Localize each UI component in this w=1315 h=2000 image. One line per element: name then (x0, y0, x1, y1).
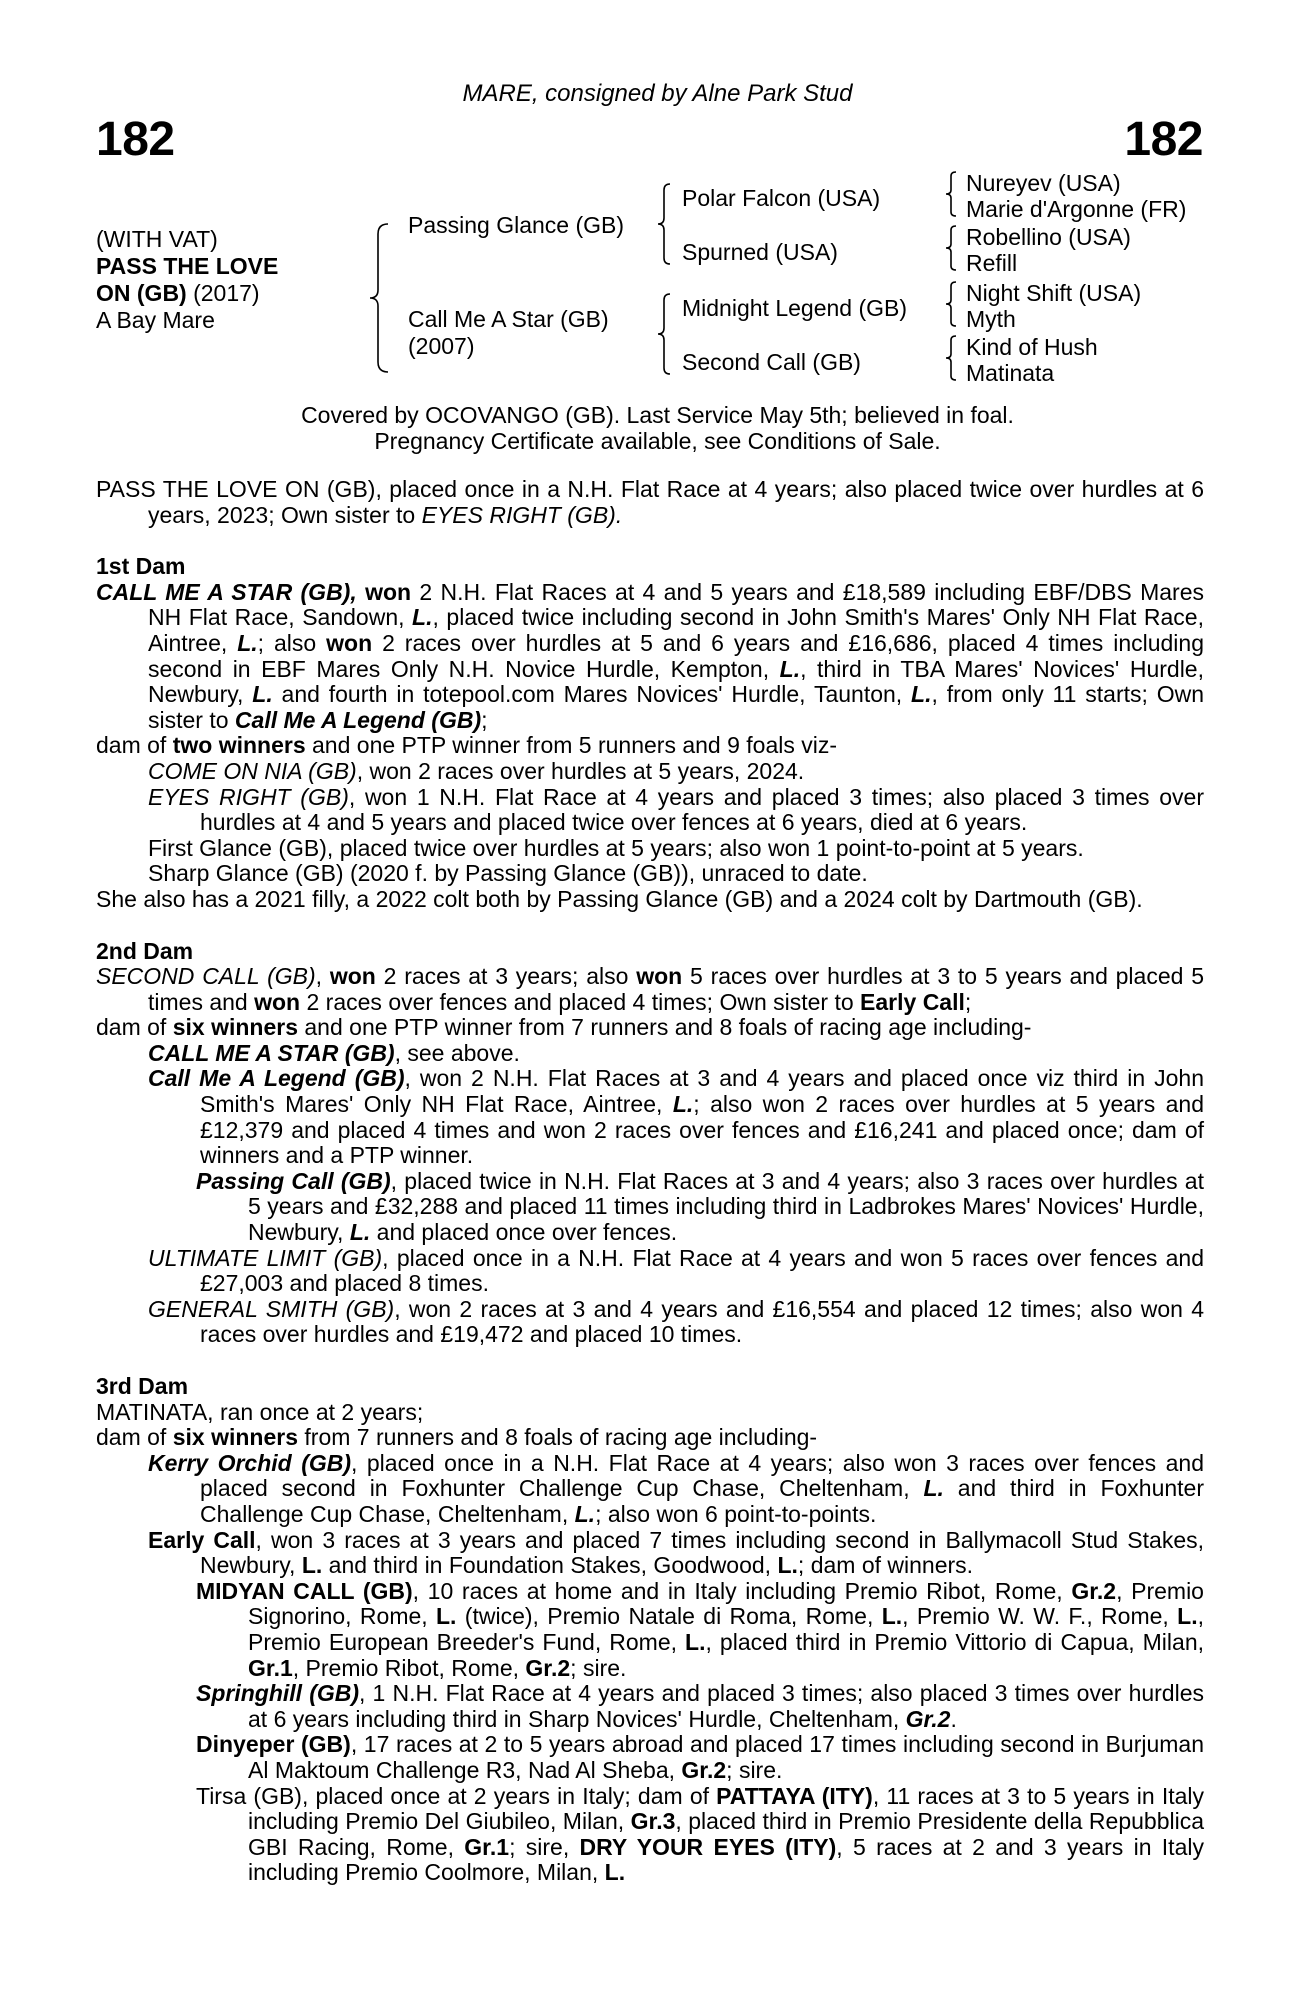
text-run: ; also won 6 point-to-points. (595, 1500, 877, 1527)
won-label: won (326, 629, 373, 656)
text-run: ; also won 2 races over hurdles at 5 years and £12,379 and placed 4 times and won 2 races over fences and £16,241 and placed once; dam of winners and a PTP winner. (200, 1091, 1204, 1169)
first-dam-name: CALL ME A STAR (GB) (96, 578, 351, 605)
listed-label: L. (252, 681, 273, 708)
text-run: dam of (96, 732, 173, 759)
text-run: , placed third in Premio Presidente della Repubblica GBI Racing, Rome, (248, 1808, 1204, 1860)
group-label: Gr.2 (1071, 1577, 1117, 1604)
text-run: , Premio Ribot, Rome, (292, 1654, 526, 1681)
produce-name: MIDYAN CALL (GB) (196, 1577, 413, 1604)
group-label: Gr.1 (464, 1833, 510, 1860)
text-run: and third in Foxhunter Challenge Cup Chase, Cheltenham, (200, 1475, 1204, 1527)
text-run: , 10 races at home and in Italy including Premio Ribot, Rome, (412, 1577, 1072, 1604)
text-run: and fourth in totepool.com Mares Novices' Hurdle, Taunton, (272, 681, 912, 708)
text-run: , Premio W. W. F., Rome, (902, 1603, 1178, 1630)
pedigree-g3: Robellino (USA) (966, 224, 1131, 250)
produce-item (96, 1579, 1204, 1681)
horse-name: PASS THE LOVE (96, 253, 279, 279)
listed-label: L. (604, 1859, 626, 1886)
text-run: , won 2 N.H. Flat Races at 3 and 4 years and placed once viz third in John Smith's Mares' Only NH Flat Race, Aintree, (200, 1065, 1204, 1118)
text-run: , placed twice in N.H. Flat Races at 3 and 4 years; also 3 races over hurdles at 5 years and £32,288 and placed 11 times including third in Ladbrokes Mares' Novices' Hurdle, Newbury, (248, 1167, 1204, 1246)
pedigree-dam-dam: Second Call (GB) (682, 349, 861, 375)
first-dam-heading: 1st Dam (96, 553, 186, 580)
produce-name: EYES RIGHT (GB) (148, 783, 349, 810)
lot-number-right: 182 (1124, 113, 1203, 166)
won-label: won (254, 988, 301, 1015)
pedigree-g2: Marie d'Argonne (FR) (966, 196, 1187, 222)
produce-name: Early Call (148, 1526, 256, 1553)
listed-label: L. (412, 604, 433, 631)
text-run: , 11 races at 3 to 5 years in Italy including Premio Del Giubileo, Milan, (248, 1782, 1204, 1835)
group-label: Gr.2 (525, 1654, 571, 1681)
text-run: , see above. (394, 1039, 520, 1066)
text-run: ; sire, (509, 1833, 580, 1860)
sister-name: Early Call (860, 988, 965, 1015)
produce-name: GENERAL SMITH (GB) (148, 1295, 395, 1322)
text-run: dam of (96, 1014, 173, 1041)
horse-description: A Bay Mare (96, 307, 215, 333)
text-run: 2 races over hurdles at 5 and 6 years and £16,686, placed 4 times including second in EBF Mares Only N.H. Novice Hurdle, Kempton, (148, 629, 1204, 682)
listed-label: L. (672, 1091, 694, 1118)
text-run: , won 3 races at 3 years and placed 7 times including second in Ballymacoll Stud Stakes, Newbury, (200, 1526, 1204, 1579)
lot-number-left: 182 (96, 113, 175, 166)
pedigree-sire: Passing Glance (GB) (408, 212, 625, 238)
second-dam-produce-intro (96, 1015, 1204, 1041)
text-run: , Premio European Breeder's Fund, Rome, (248, 1603, 1204, 1655)
produce-name: Springhill (GB) (196, 1680, 360, 1707)
listed-label: L. (779, 655, 801, 682)
text-run: ; sire. (726, 1756, 783, 1783)
produce-item (96, 1169, 1204, 1246)
third-dam-heading: 3rd Dam (96, 1373, 189, 1399)
winners-count: six winners (172, 1014, 298, 1041)
sister-name: Call Me A Legend (GB) (234, 706, 482, 733)
produce-item (96, 785, 1204, 836)
text-run: , Premio Signorino, Rome, (248, 1577, 1204, 1630)
produce-name: Passing Call (GB) (196, 1167, 391, 1194)
text-run: , third in TBA Mares' Novices' Hurdle, Newbury, (148, 655, 1204, 708)
listed-label: L. (777, 1552, 798, 1579)
produce-item (96, 1246, 1204, 1297)
winners-count: six winners (172, 1424, 298, 1451)
listed-label: L. (301, 1552, 323, 1579)
text-run: and one PTP winner from 7 runners and 8 foals of racing age including- (298, 1014, 1032, 1041)
listed-label: L. (923, 1475, 944, 1502)
horse-name-suffix: ON (GB) (96, 280, 187, 306)
pedigree-brace-g3 (944, 280, 958, 328)
pedigree-g8: Matinata (966, 360, 1055, 386)
pedigree-dam-year: (2007) (408, 333, 475, 359)
text-run: ; dam of winners. (797, 1552, 974, 1579)
produce-item (96, 1528, 1204, 1579)
text-run: (twice), Premio Natale di Roma, Rome, (456, 1603, 882, 1630)
produce-name: Call Me A Legend (GB) (148, 1065, 405, 1092)
text-run: , won 2 races at 3 and 4 years and £16,554 and placed 12 times; also won 4 races over hurdles and £19,472 and placed 10 times. (200, 1295, 1204, 1348)
third-dam-line: MATINATA, ran once at 2 years; (96, 1398, 424, 1425)
second-dam-name: SECOND CALL (GB) (96, 963, 316, 990)
pedigree-g6: Myth (966, 306, 1016, 332)
text-run: , (315, 963, 330, 990)
text-run: , placed once in a N.H. Flat Race at 4 years and won 5 races over fences and £27,003 and placed 8 times. (200, 1244, 1204, 1297)
second-dam-paragraph (96, 964, 1204, 1015)
pedigree-dam: Call Me A Star (GB) (408, 306, 609, 332)
group-label: Gr.1 (248, 1654, 293, 1681)
third-dam-produce-intro (96, 1425, 1204, 1451)
group-label: Gr.3 (630, 1808, 676, 1835)
text-run: ; (964, 988, 972, 1015)
pedigree-g1: Nureyev (USA) (966, 170, 1121, 196)
first-dam-comma: , (350, 578, 357, 605)
horse-name-line2 (96, 280, 278, 307)
produce-name: PATTAYA (ITY) (716, 1782, 873, 1809)
produce-name: COME ON NIA (GB) (148, 757, 357, 784)
produce-item (96, 1681, 1204, 1732)
pedigree-brace-dam (656, 292, 672, 376)
covered-line-2: Pregnancy Certificate available, see Conditions of Sale. (374, 428, 941, 454)
group-label: Gr.2 (905, 1705, 951, 1732)
text-run: , placed twice including second in John Smith's Mares' Only NH Flat Race, Aintree, (148, 604, 1204, 656)
text-run: , placed third in Premio Vittorio di Capua, Milan, (705, 1628, 1205, 1655)
produce-item (96, 1784, 1204, 1886)
text-run: and one PTP winner from 5 runners and 9 foals viz- (305, 732, 838, 759)
text-run: , 5 races at 2 and 3 years in Italy including Premio Coolmore, Milan, (248, 1833, 1204, 1886)
text-run: , 1 N.H. Flat Race at 4 years and placed 3 times; also placed 3 times over hurdles at 6 years including third in Sharp Novices' Hurdle, Cheltenham, (248, 1680, 1204, 1732)
produce-item: First Glance (GB), placed twice over hurdles at 5 years; also won 1 point-to-point at 5 years. (148, 834, 1084, 861)
listed-label: L. (237, 629, 258, 656)
won-label: won (329, 963, 376, 990)
pedigree-g5: Night Shift (USA) (966, 280, 1142, 306)
vat-note: (WITH VAT) (96, 226, 218, 252)
text-run: 2 N.H. Flat Races at 4 and 5 years and £18,589 including EBF/DBS Mares NH Flat Race, Sandown, (148, 578, 1204, 631)
produce-item (96, 1297, 1204, 1348)
won-label: won (636, 963, 683, 990)
pedigree-sire-sire: Polar Falcon (USA) (682, 185, 881, 211)
won-label: won (365, 578, 412, 605)
group-label: Gr.2 (681, 1756, 727, 1783)
listed-label: L. (685, 1628, 706, 1655)
second-dam-heading: 2nd Dam (96, 937, 194, 964)
produce-item (96, 1732, 1204, 1783)
pedigree-brace-sire (656, 182, 672, 266)
first-dam-produce-intro (96, 733, 1204, 759)
covered-line-1: Covered by OCOVANGO (GB). Last Service May 5th; believed in foal. (301, 402, 1014, 428)
produce-name: DRY YOUR EYES (ITY) (579, 1833, 837, 1860)
horse-year: (2017) (193, 280, 260, 306)
first-dam-paragraph (96, 580, 1204, 734)
text-run: 2 races at 3 years; also (375, 963, 637, 990)
pedigree-sire-dam: Spurned (USA) (682, 239, 838, 265)
text-run: ; (481, 706, 488, 733)
produce-item (96, 1451, 1204, 1528)
produce-item (96, 1066, 1204, 1168)
text-run: , from only 11 starts; Own sister to (148, 681, 1204, 733)
text-run: , placed once in a N.H. Flat Race at 4 years; also won 3 races over fences and placed second in Foxhunter Challenge Cup Chase, Cheltenham, (200, 1449, 1204, 1502)
listed-label: L. (911, 681, 932, 708)
produce-name: Kerry Orchid (GB) (148, 1449, 352, 1476)
pedigree-brace-g1 (944, 170, 958, 218)
first-dam-also: She also has a 2021 filly, a 2022 colt both by Passing Glance (GB) and a 2024 colt by Dartmouth (GB). (96, 885, 1143, 912)
page-body (96, 477, 1204, 1886)
text-run: . (950, 1705, 957, 1732)
pedigree-dam-sire: Midnight Legend (GB) (682, 295, 908, 321)
text-run: 2 races over fences and placed 4 times; Own sister to (300, 988, 861, 1015)
text-run: ; sire. (570, 1654, 627, 1681)
text-run: dam of (96, 1424, 173, 1451)
intro-paragraph (96, 477, 1204, 528)
produce-item (96, 1041, 1204, 1067)
listed-label: L. (349, 1219, 371, 1246)
pedigree-brace-main (368, 222, 390, 374)
listed-label: L. (436, 1603, 457, 1630)
intro-sibling: EYES RIGHT (GB). (421, 501, 623, 528)
text-run: and placed once over fences. (370, 1219, 678, 1246)
text-run: , won 1 N.H. Flat Race at 4 years and placed 3 times; also placed 3 times over hurdles at 4 and 5 years and placed twice over fences at 6 years, died at 6 years. (200, 783, 1204, 836)
pedigree-g7: Kind of Hush (966, 334, 1098, 360)
produce-name: CALL ME A STAR (GB) (148, 1039, 395, 1066)
pedigree-g4: Refill (966, 250, 1018, 276)
listed-label: L. (1177, 1603, 1198, 1630)
produce-item (96, 759, 1204, 785)
text-run: , won 2 races over hurdles at 5 years, 2024. (356, 757, 805, 784)
winners-count: two winners (172, 732, 306, 759)
listed-label: L. (881, 1603, 903, 1630)
intro-text: PASS THE LOVE ON (GB), placed once in a N.H. Flat Race at 4 years; also placed twice over hurdles at 6 years, 2023; Own sister to (96, 476, 1204, 528)
text-run: Tirsa (GB), placed once at 2 years in Italy; dam of (196, 1782, 717, 1809)
produce-name: Dinyeper (GB) (196, 1731, 351, 1758)
pedigree-brace-g4 (944, 334, 958, 382)
covered-note (0, 402, 1315, 454)
consigned-line: MARE, consigned by Alne Park Stud (462, 80, 853, 107)
produce-item: Sharp Glance (GB) (2020 f. by Passing Glance (GB)), unraced to date. (148, 860, 868, 887)
horse-info (96, 226, 278, 334)
text-run: and third in Foundation Stakes, Goodwood, (322, 1552, 778, 1579)
text-run: from 7 runners and 8 foals of racing age including- (298, 1424, 818, 1451)
text-run: ; also (257, 629, 327, 656)
listed-label: L. (574, 1500, 596, 1527)
text-run: , 17 races at 2 to 5 years abroad and placed 17 times including second in Burjuman Al Maktoum Challenge R3, Nad Al Sheba, (248, 1731, 1204, 1783)
text-run: 5 races over hurdles at 3 to 5 years and placed 5 times and (148, 963, 1204, 1015)
produce-name: ULTIMATE LIMIT (GB) (148, 1244, 383, 1271)
pedigree-brace-g2 (944, 224, 958, 272)
